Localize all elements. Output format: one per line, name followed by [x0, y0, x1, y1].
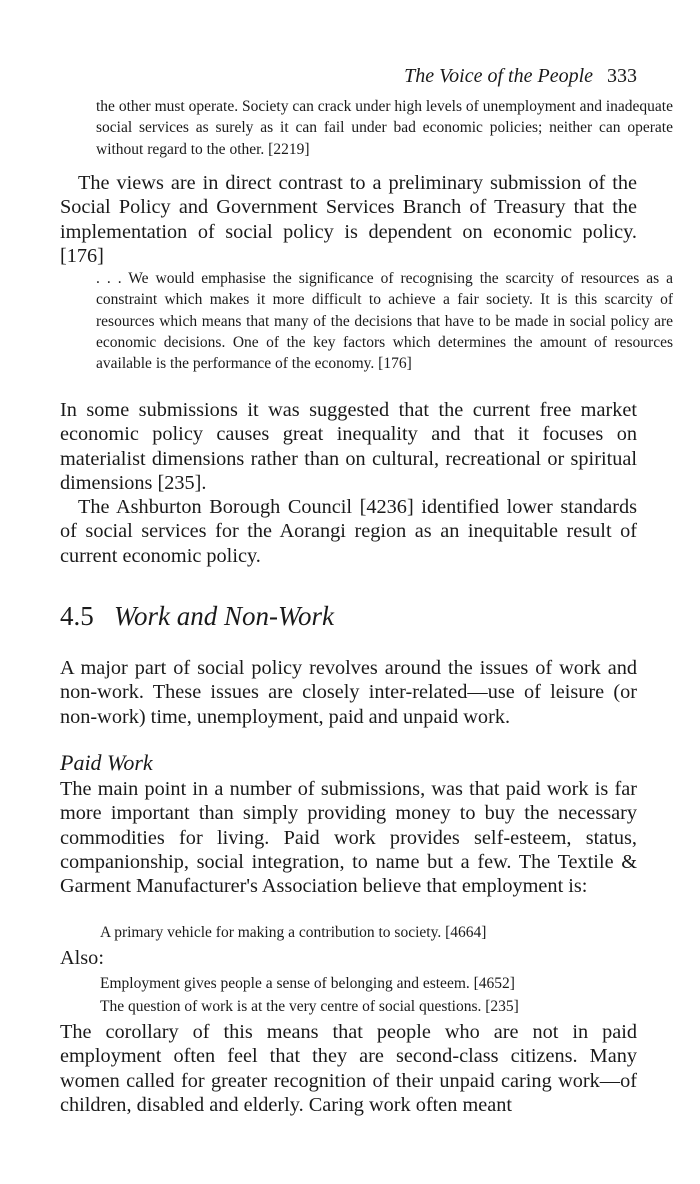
paragraph-ashburton	[60, 495, 637, 568]
paragraph-free-market	[60, 398, 637, 495]
paragraph-corollary	[60, 1020, 637, 1117]
paragraph-text: A major part of social policy revolves around the issues of work and non-work. These issues are closely inter-related—use of leisure (or non-work) time, unemployment, paid and unpaid work.	[60, 657, 637, 728]
block-quote-2	[60, 268, 673, 374]
paragraph-text: In some submissions it was suggested that the current free market economic policy causes great inequality and that it focuses on materialist dimensions rather than on cultural, recreational or spiritual dimensions [235].	[60, 399, 637, 494]
section-title: Work and Non-Work	[114, 601, 335, 631]
section-heading	[60, 600, 637, 632]
quote-text: Employment gives people a sense of belonging and esteem. [4652]	[100, 975, 515, 992]
paragraph-text: Also:	[60, 947, 104, 969]
paragraph-paid-work	[60, 777, 637, 898]
quote-text: the other must operate. Society can crack under high levels of unemployment and inadequate social services as surely as it can fail under bad economic policies; neither can operate without regard to the other. [2219]	[96, 98, 673, 158]
page-number: 333	[607, 65, 637, 87]
also-line	[60, 946, 637, 970]
quote-text: . . . We would emphasise the significance of recognising the scarcity of resources as a constraint which makes it more difficult to achieve a fair society. It is this scarcity of resources which means that many of the decisions that have to be made in social policy are economic decisions. One of the key factors which determines the amount of resources available is the performance of the economy. [176]	[96, 270, 673, 373]
block-quote-3	[60, 921, 677, 944]
block-quote-4	[60, 972, 677, 1018]
paragraph-text: The corollary of this means that people who are not in paid employment often feel that they are second-class citizens. Many women called for greater recognition of their unpaid caring work—of children, disabled and elderly. Caring work often meant	[60, 1021, 637, 1116]
section-number: 4.5	[60, 601, 94, 631]
paragraph-text: The views are in direct contrast to a preliminary submission of the Social Policy and Government Services Branch of Treasury that the implementation of social policy is dependent on economic policy. [176]	[60, 172, 637, 267]
paragraph-treasury	[60, 171, 637, 268]
paragraph-work-intro	[60, 656, 637, 729]
paragraph-text: The Ashburton Borough Council [4236] identified lower standards of social services for the Aorangi region as an inequitable result of current economic policy.	[60, 496, 637, 567]
paragraph-text: The main point in a number of submissions, was that paid work is far more important than simply providing money to buy the necessary commodities for living. Paid work provides self-esteem, status, companionship, social integration, to name but a few. The Textile & Garment Manufacturer's Association believe that employment is:	[60, 778, 637, 898]
running-title: The Voice of the People	[404, 65, 593, 87]
block-quote-1	[60, 96, 673, 160]
running-header	[60, 62, 637, 90]
quote-text: A primary vehicle for making a contribution to society. [4664]	[100, 924, 487, 941]
subheading-paid-work: Paid Work	[60, 750, 153, 775]
quote-text: The question of work is at the very centre of social questions. [235]	[100, 998, 519, 1015]
